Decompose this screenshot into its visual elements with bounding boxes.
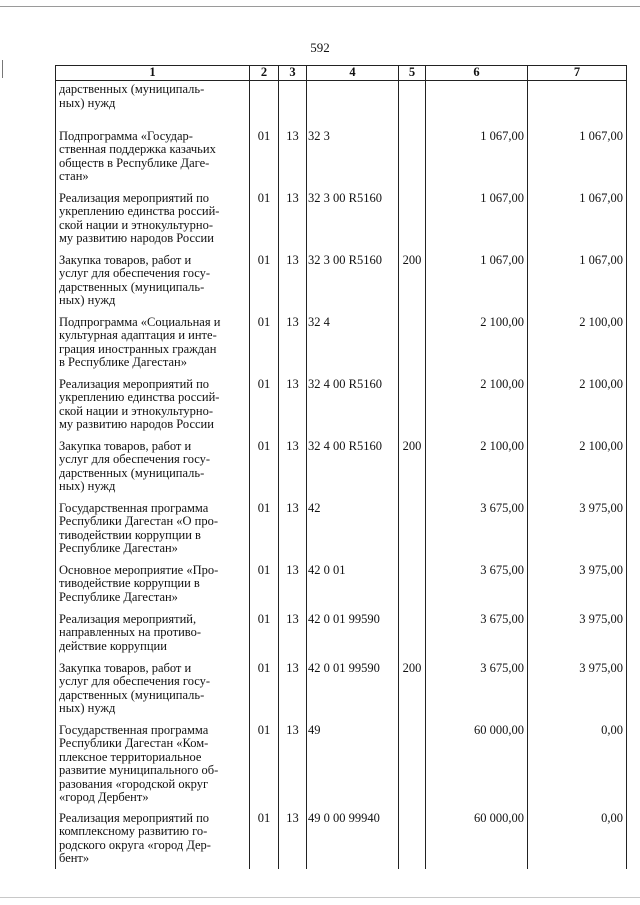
row-section: 01 — [250, 809, 279, 869]
table-row — [56, 499, 627, 561]
row-expense-type — [399, 610, 426, 659]
row-expense-type — [399, 561, 426, 610]
row-target-code: 32 4 00 R5160 — [307, 437, 399, 499]
row-target-code — [307, 81, 399, 127]
row-name: Реализация мероприятий по комплексному развитию го- родского округа «город Дер- бент» — [56, 809, 250, 869]
row-amount-col7: 2 100,00 — [528, 437, 627, 499]
table-row — [56, 251, 627, 313]
row-amount-col7: 3 975,00 — [528, 659, 627, 721]
scan-edge-bottom — [0, 897, 640, 898]
row-expense-type: 200 — [399, 437, 426, 499]
column-header-6: 6 — [426, 66, 528, 81]
row-section: 01 — [250, 561, 279, 610]
row-amount-col7: 3 975,00 — [528, 561, 627, 610]
row-section — [250, 81, 279, 127]
row-amount-col7 — [528, 81, 627, 127]
row-subsection: 13 — [279, 375, 307, 437]
table-row — [56, 375, 627, 437]
budget-table — [55, 65, 627, 869]
row-section: 01 — [250, 127, 279, 189]
table-row — [56, 313, 627, 375]
row-amount-col6: 1 067,00 — [426, 189, 528, 251]
table-row — [56, 81, 627, 127]
column-header-3: 3 — [279, 66, 307, 81]
row-subsection: 13 — [279, 659, 307, 721]
row-section: 01 — [250, 189, 279, 251]
row-section: 01 — [250, 251, 279, 313]
column-header-1: 1 — [56, 66, 250, 81]
row-amount-col7: 3 975,00 — [528, 610, 627, 659]
row-amount-col6: 2 100,00 — [426, 437, 528, 499]
table-row — [56, 610, 627, 659]
table-row — [56, 721, 627, 809]
row-section: 01 — [250, 610, 279, 659]
header-row — [56, 66, 627, 81]
row-amount-col6: 2 100,00 — [426, 375, 528, 437]
row-subsection — [279, 81, 307, 127]
row-subsection: 13 — [279, 499, 307, 561]
row-subsection: 13 — [279, 721, 307, 809]
table-row — [56, 437, 627, 499]
row-subsection: 13 — [279, 561, 307, 610]
row-section: 01 — [250, 313, 279, 375]
row-section: 01 — [250, 499, 279, 561]
row-section: 01 — [250, 721, 279, 809]
row-amount-col6: 1 067,00 — [426, 127, 528, 189]
row-name: Государственная программа Республики Дагестан «О про- тиводействии коррупции в Республике Дагестан» — [56, 499, 250, 561]
row-name: Государственная программа Республики Дагестан «Ком- плексное территориальное развитие муниципального об- разования «городской округ «город Дербент» — [56, 721, 250, 809]
table-row — [56, 127, 627, 189]
row-name: Закупка товаров, работ и услуг для обеспечения госу- дарственных (муниципаль- ных) нужд — [56, 659, 250, 721]
page-number: 592 — [310, 40, 330, 55]
table-body — [56, 81, 627, 869]
row-amount-col6: 3 675,00 — [426, 659, 528, 721]
column-header-4: 4 — [307, 66, 399, 81]
row-amount-col7: 0,00 — [528, 809, 627, 869]
table-row — [56, 659, 627, 721]
row-amount-col6: 1 067,00 — [426, 251, 528, 313]
row-expense-type: 200 — [399, 659, 426, 721]
row-amount-col6: 60 000,00 — [426, 721, 528, 809]
row-target-code: 32 3 00 R5160 — [307, 251, 399, 313]
table-row — [56, 561, 627, 610]
row-target-code: 49 0 00 99940 — [307, 809, 399, 869]
row-target-code: 42 0 01 99590 — [307, 659, 399, 721]
row-expense-type: 200 — [399, 251, 426, 313]
row-amount-col7: 3 975,00 — [528, 499, 627, 561]
row-section: 01 — [250, 659, 279, 721]
row-amount-col6: 3 675,00 — [426, 499, 528, 561]
table-row — [56, 189, 627, 251]
row-amount-col6: 3 675,00 — [426, 610, 528, 659]
row-target-code: 32 4 — [307, 313, 399, 375]
row-name: Реализация мероприятий по укреплению единства россий- ской нации и этнокультурно- му развитию народов России — [56, 189, 250, 251]
row-target-code: 42 — [307, 499, 399, 561]
row-name: Реализация мероприятий, направленных на противо- действие коррупции — [56, 610, 250, 659]
row-subsection: 13 — [279, 809, 307, 869]
row-expense-type — [399, 809, 426, 869]
row-name: Закупка товаров, работ и услуг для обеспечения госу- дарственных (муниципаль- ных) нужд — [56, 437, 250, 499]
row-section: 01 — [250, 437, 279, 499]
row-amount-col7: 2 100,00 — [528, 375, 627, 437]
row-name: Подпрограмма «Социальная и культурная адаптация и инте- грация иностранных граждан в Республике Дагестан» — [56, 313, 250, 375]
row-amount-col7: 1 067,00 — [528, 189, 627, 251]
row-amount-col6: 2 100,00 — [426, 313, 528, 375]
row-expense-type — [399, 81, 426, 127]
row-amount-col6 — [426, 81, 528, 127]
column-header-5: 5 — [399, 66, 426, 81]
row-expense-type — [399, 375, 426, 437]
scan-mark — [2, 60, 3, 78]
row-amount-col6: 3 675,00 — [426, 561, 528, 610]
row-amount-col7: 1 067,00 — [528, 251, 627, 313]
row-expense-type — [399, 313, 426, 375]
row-amount-col7: 1 067,00 — [528, 127, 627, 189]
row-expense-type — [399, 721, 426, 809]
row-expense-type — [399, 189, 426, 251]
row-subsection: 13 — [279, 313, 307, 375]
row-name: Подпрограмма «Государ- ственная поддержка казачьих обществ в Республике Даге- стан» — [56, 127, 250, 189]
row-amount-col7: 2 100,00 — [528, 313, 627, 375]
row-expense-type — [399, 499, 426, 561]
row-amount-col7: 0,00 — [528, 721, 627, 809]
row-target-code: 42 0 01 — [307, 561, 399, 610]
row-subsection: 13 — [279, 251, 307, 313]
row-name: дарственных (муниципаль- ных) нужд — [56, 81, 250, 127]
column-header-2: 2 — [250, 66, 279, 81]
row-section: 01 — [250, 375, 279, 437]
row-name: Основное мероприятие «Про- тиводействие коррупции в Республике Дагестан» — [56, 561, 250, 610]
row-name: Закупка товаров, работ и услуг для обеспечения госу- дарственных (муниципаль- ных) нужд — [56, 251, 250, 313]
row-target-code: 42 0 01 99590 — [307, 610, 399, 659]
row-expense-type — [399, 127, 426, 189]
row-subsection: 13 — [279, 610, 307, 659]
row-amount-col6: 60 000,00 — [426, 809, 528, 869]
table-row — [56, 809, 627, 869]
row-name: Реализация мероприятий по укреплению единства россий- ской нации и этнокультурно- му развитию народов России — [56, 375, 250, 437]
row-target-code: 32 3 — [307, 127, 399, 189]
column-header-7: 7 — [528, 66, 627, 81]
row-subsection: 13 — [279, 127, 307, 189]
scan-edge-top — [0, 6, 640, 7]
row-target-code: 32 4 00 R5160 — [307, 375, 399, 437]
row-target-code: 32 3 00 R5160 — [307, 189, 399, 251]
row-subsection: 13 — [279, 437, 307, 499]
row-subsection: 13 — [279, 189, 307, 251]
row-target-code: 49 — [307, 721, 399, 809]
